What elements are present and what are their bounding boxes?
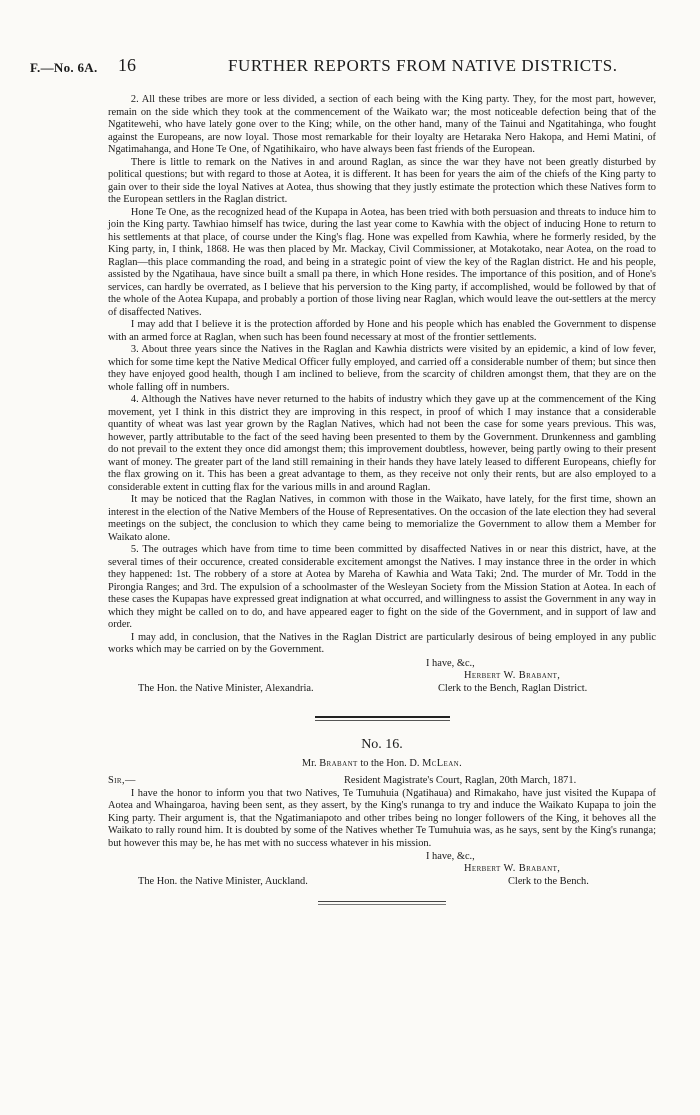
letter-signature-block: [108, 851, 656, 891]
letter-from-to: [108, 758, 656, 771]
report-addressee: The Hon. the Native Minister, Alexandria.: [138, 682, 314, 694]
report-closing: I have, &c.,: [426, 657, 475, 669]
report-paragraph: 3. About three years since the Natives in the Raglan and Kawhia districts were visited by an epidemic, a kind of low fever, which for some time kept the Native Medical Officer fully employed, and carried off a considerable number of them; but since then they have enjoyed good health, though I am inclined to believe, from the scarcity of children amongst them, that they are on the whole falling off in numbers.: [108, 344, 656, 393]
running-title: FURTHER REPORTS FROM NATIVE DISTRICTS.: [228, 56, 618, 75]
report-paragraph: There is little to remark on the Natives in and around Raglan, as since the war they have not been greatly disturbed by political questions; but with regard to those at Aotea, it is different. It has been for years the aim of the chiefs of the King party to gain over to their side the loyal Natives at Aotea, thus showing that they justly estimate the protection which these Natives form to the European settlers in the Raglan district.: [108, 156, 656, 205]
report-paragraph: 5. The outrages which have from time to time been committed by disaffected Natives in or near this district, have, at the several times of their occurence, created considerable excitement amongst the Natives. I may instance three in the order in which they happened: 1st. The robbery of a store at Aotea by Mareha of Kawhia and Wata Taki; 2nd. The murder of Mr. Todd in the Pirongia Ranges; and 3rd. The expulsion of a schoolmaster of the Wesleyan Society from the Mission Station at Aotea. In each of these cases the Kupapas have expressed great indignation at what occurred, and willingness to assist the Government in any way in which they might be called on to do, and have appeared eager to fight on the side of the Government, and in support of law and order.: [108, 544, 656, 630]
report-paragraph: Hone Te One, as the recognized head of the Kupapa in Aotea, has been tried with both persuasion and threats to induce him to join the King party. Tawhiao himself has twice, during the last year come to Kawhia with the object of inducing Hone to return to his settlements at that place, of course under the King's flag. Hone was expelled from Kawhia, where he formerly resided, by the King party, in, I think, 1868. He was then placed by Mr. Mackay, Civil Commissioner, at Motakotako, near Aotea, on the road to Raglan—this place commanding the road, and being in a strategic point of view the key of the Raglan district. He and his people, assisted by the Ngatihaua, have since built a small pa there, in which Hone resides. The importance of this position, and of Hone's services, can hardly be overrated, as I believe that his perversion to the King party, if accomplished, would be followed by that of the whole of the Aotea Kupapa, and probably a portion of those living near Raglan, which would leave the out-settlers at the mercy of disaffected Natives.: [108, 206, 656, 318]
letter-from-prefix: Mr.: [301, 758, 317, 769]
report-paragraph: 2. All these tribes are more or less divided, a section of each being with the King party. They, for the most part, however, remain on the side which they took at the commencement of the Waikato war; the most noticeable defection being that of the Ngatitewehi, who have lately gone over to the King; while, on the other hand, many of the Tainui and Ngatitahinga, who fought against the Europeans, are now loyal. Those most remarkable for their loyalty are Hetaraka Nero Hakopa, and Hemi Matini, of Ngatimahanga, and Hone Te One, of Ngatihikairo, who have always been fast friends of the European.: [108, 94, 656, 155]
letter-from-mid: to the Hon. D.: [360, 758, 420, 769]
section-divider-thin: [315, 720, 450, 721]
report-signatory: Herbert W. Brabant,: [464, 669, 561, 681]
page-number: 16: [118, 55, 136, 75]
report-signature-block: [108, 658, 656, 697]
report-signatory-title: Clerk to the Bench, Raglan District.: [438, 682, 588, 694]
section-divider: [315, 716, 450, 718]
report-paragraph: 4. Although the Natives have never returned to the habits of industry which they gave up at the commencement of the King movement, yet I think in this district they are improving in this respect, in proof of which I may instance that a considerable quantity of wheat was last year grown by the Raglan Natives, which had not been the case for some years previous. This was, however, partly attributable to the fact of the seed having been presented to them by the Government. Drunkenness and gambling do not prevail to the extent they once did amongst them; this improvement doubtless, however, being partly owing to their present want of money. The greater part of the land still remaining in their hands they have lately leased to different Europeans, chiefly for the flax growing on it. This has been a great advantage to them, as they receive not only their rents, but are also employed to a considerable extent in cutting flax for the various mills in and around Raglan.: [108, 394, 656, 493]
document-reference: F.—No. 6A.: [30, 60, 98, 75]
end-divider-thin: [318, 904, 446, 905]
letter-closing: I have, &c.,: [426, 851, 475, 862]
letter-recipient: McLean.: [422, 758, 463, 769]
report-section: [108, 94, 656, 657]
page-header: [30, 55, 670, 79]
letter-sender: Brabant: [319, 758, 358, 769]
letter-addressee: The Hon. the Native Minister, Auckland.: [138, 876, 308, 887]
letter-salutation-row: [108, 775, 656, 788]
letter-salutation: Sir,—: [108, 774, 136, 786]
end-divider: [318, 901, 446, 902]
letter-section: [108, 736, 656, 892]
letter-number: No. 16.: [361, 736, 403, 752]
report-paragraph: I may add that I believe it is the protection afforded by Hone and his people which has enabled the Government to dispense with an armed force at Raglan, when such has been found necessary at most of the frontier settlements.: [108, 319, 656, 343]
letter-signatory-title: Clerk to the Bench.: [508, 876, 589, 887]
page-body: [108, 94, 656, 905]
report-paragraph: It may be noticed that the Raglan Natives, in common with those in the Waikato, have lately, for the first time, shown an interest in the election of the Native Members of the House of Representatives. On the occasion of the late election they had several meetings on the subject, the conclusion to which they came being to memorialize the Government to allow them a Member for Waikato alone.: [108, 494, 656, 543]
letter-signatory: Herbert W. Brabant,: [464, 863, 561, 874]
report-paragraph: I may add, in conclusion, that the Natives in the Raglan District are particularly desirous of being employed in any public works which may be carried on by the Government.: [108, 631, 656, 655]
letter-body: I have the honor to inform you that two Natives, Te Tumuhuia (Ngatihaua) and Rimakaho, have just visited the Kupapa of Aotea and Whaingaroa, having been sent, as they assert, by the King's runanga to try and induce the Waikato Kupapa to join the King party. Their argument is, that the Ngatimaniapoto and other tribes being no longer followers of the King, it behoves all the Waikato to rally round him. It is doubted by some of the Natives whether Te Tumuhuia was, as he says, sent by the King's runanga; but however this may be, he has met with no success whatever in his mission.: [108, 787, 656, 849]
letter-place-date: Resident Magistrate's Court, Raglan, 20th March, 1871.: [344, 774, 577, 786]
